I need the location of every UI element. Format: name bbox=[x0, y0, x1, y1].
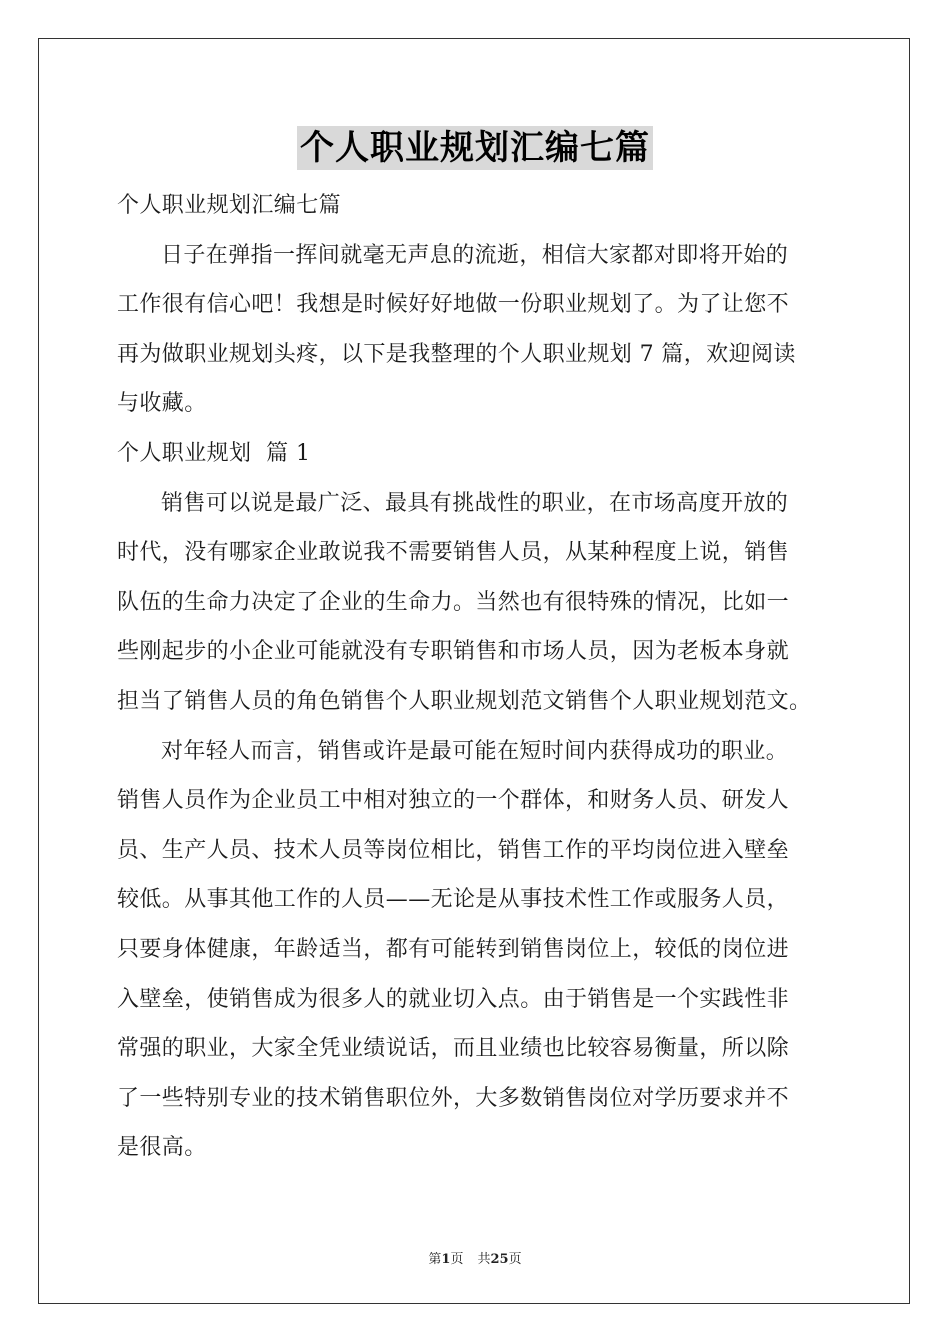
document-body bbox=[117, 181, 852, 1173]
text-line: 队伍的生命力决定了企业的生命力。当然也有很特殊的情况，比如一 bbox=[117, 589, 790, 615]
text-line: 与收藏。 bbox=[117, 391, 207, 417]
text-line: 再为做职业规划头疼，以下是我整理的个人职业规划 7 篇，欢迎阅读 bbox=[117, 341, 796, 367]
text-line: 销售人员作为企业员工中相对独立的一个群体，和财务人员、研发人 bbox=[117, 788, 790, 814]
document-subtitle: 个人职业规划汇编七篇 bbox=[117, 193, 342, 218]
page-suffix: 页 bbox=[450, 1252, 464, 1267]
text-line: 是很高。 bbox=[117, 1135, 207, 1161]
section-heading: 个人职业规划 篇 1 bbox=[117, 440, 311, 466]
text-line: 时代，没有哪家企业敢说我不需要销售人员，从某种程度上说，销售 bbox=[117, 540, 790, 566]
document-title-wrap bbox=[0, 126, 950, 170]
total-prefix: 共 bbox=[477, 1252, 491, 1267]
text-line: 工作很有信心吧！我想是时候好好地做一份职业规划了。为了让您不 bbox=[117, 292, 790, 318]
text-line: 员、生产人员、技术人员等岗位相比，销售工作的平均岗位进入壁垒 bbox=[117, 837, 790, 863]
document-title: 个人职业规划汇编七篇 bbox=[297, 126, 653, 170]
text-line: 入壁垒，使销售成为很多人的就业切入点。由于销售是一个实践性非 bbox=[117, 986, 790, 1012]
page-current: 1 bbox=[441, 1252, 451, 1267]
text-line: 担当了销售人员的角色销售个人职业规划范文销售个人职业规划范文。 bbox=[117, 688, 812, 714]
text-line: 些刚起步的小企业可能就没有专职销售和市场人员，因为老板本身就 bbox=[117, 639, 790, 665]
page-footer bbox=[0, 1248, 950, 1267]
paragraph-1 bbox=[117, 479, 852, 727]
page-prefix: 第 bbox=[428, 1252, 442, 1267]
text-line: 销售可以说是最广泛、最具有挑战性的职业，在市场高度开放的 bbox=[161, 490, 789, 516]
page-total: 25 bbox=[490, 1252, 509, 1267]
text-line: 对年轻人而言，销售或许是最可能在短时间内获得成功的职业。 bbox=[161, 738, 789, 764]
paragraph-2 bbox=[117, 727, 852, 1173]
text-line: 常强的职业，大家全凭业绩说话，而且业绩也比较容易衡量，所以除 bbox=[117, 1036, 790, 1062]
text-line: 只要身体健康，年龄适当，都有可能转到销售岗位上，较低的岗位进 bbox=[117, 936, 790, 962]
text-line: 了一些特别专业的技术销售职位外，大多数销售岗位对学历要求并不 bbox=[117, 1085, 790, 1111]
text-line: 较低。从事其他工作的人员——无论是从事技术性工作或服务人员， bbox=[117, 887, 790, 913]
total-suffix: 页 bbox=[508, 1252, 522, 1267]
intro-paragraph bbox=[117, 231, 852, 429]
text-line: 日子在弹指一挥间就毫无声息的流逝，相信大家都对即将开始的 bbox=[161, 242, 789, 268]
